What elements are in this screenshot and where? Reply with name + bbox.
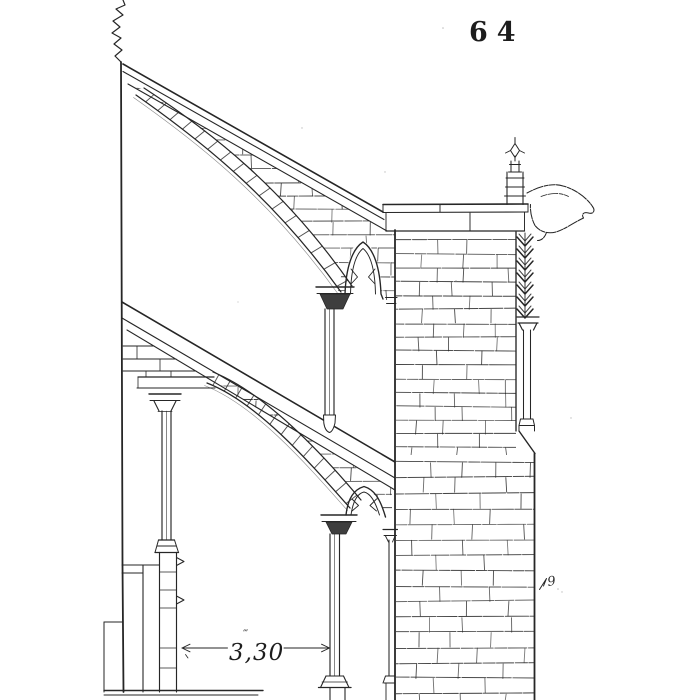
engraved-line	[396, 600, 535, 602]
engraved-line	[351, 468, 352, 481]
engraved-line	[281, 424, 289, 435]
engraved-line	[451, 282, 452, 295]
pedestal-spur-2	[177, 596, 185, 604]
speck	[570, 417, 571, 418]
engraved-line	[334, 495, 335, 508]
edge-colonnette-base	[519, 419, 535, 431]
dimension-primes: ‴	[243, 629, 250, 640]
engraved-line	[325, 470, 335, 480]
engraved-line	[411, 448, 412, 455]
engraved-line	[396, 570, 535, 571]
engraved-line	[396, 616, 535, 617]
engraved-line	[396, 524, 535, 525]
engraved-line	[436, 351, 437, 364]
engraved-line	[158, 197, 159, 210]
engraved-line	[396, 308, 516, 309]
engraved-line	[423, 478, 424, 493]
dimension-tick	[186, 655, 189, 659]
engraved-line	[232, 89, 233, 102]
engraved-line	[416, 421, 417, 434]
engraved-line	[292, 435, 301, 446]
lower-cusped-arch	[346, 487, 398, 543]
engraved-line	[396, 677, 535, 678]
engraved-line	[214, 508, 396, 509]
engraved-line	[214, 441, 396, 442]
engraved-line	[396, 648, 535, 649]
lower-colonnette-plinth	[330, 688, 345, 700]
engraved-line	[374, 415, 375, 428]
upper-cusped-arch	[345, 242, 397, 304]
coping-mid	[383, 212, 528, 213]
engraved-line	[229, 290, 230, 301]
engraved-line	[388, 102, 389, 115]
speck	[237, 301, 238, 302]
engraved-path	[213, 372, 361, 500]
engraved-line	[303, 446, 312, 456]
engraved-line	[437, 648, 438, 663]
engraved-line	[368, 277, 369, 290]
engraved-path	[136, 95, 341, 292]
engraved-line	[161, 249, 162, 262]
engraved-line	[235, 277, 236, 290]
upper-flying-buttress	[123, 64, 387, 295]
engraved-line	[491, 633, 492, 648]
engraved-line	[124, 276, 396, 277]
gargoyle-head	[583, 207, 594, 219]
edge-capital	[517, 317, 539, 330]
engraved-line	[311, 387, 312, 400]
engraved-line	[314, 236, 315, 249]
engraved-line	[158, 103, 167, 111]
engraved-line	[462, 463, 463, 478]
pinnacle-neck	[509, 161, 522, 172]
engraved-line	[506, 448, 507, 455]
engraved-line	[416, 664, 417, 679]
engraved-line	[490, 509, 491, 524]
engraved-line	[281, 482, 282, 495]
engraved-line	[433, 380, 434, 393]
engraved-line	[351, 375, 352, 388]
engraved-line	[226, 102, 227, 115]
engraved-line	[463, 324, 464, 337]
finial-head	[511, 144, 520, 158]
gargoyle-neck	[530, 205, 535, 226]
edge-crockets	[517, 233, 533, 318]
engraver-mark	[540, 574, 563, 593]
engraved-line	[283, 249, 284, 262]
upper-coping-underside	[128, 84, 387, 231]
engraver-mark-dot-2	[561, 591, 562, 592]
engraved-line	[305, 263, 306, 276]
lower-flying-buttress	[122, 302, 395, 511]
engraved-line	[220, 152, 230, 160]
gable-crockets	[112, 0, 125, 62]
engraved-line	[489, 587, 490, 602]
engraved-line	[256, 455, 257, 468]
wall-outer-edge	[121, 62, 124, 692]
lower-coping-line-1	[122, 302, 395, 462]
gargoyle-leg	[538, 233, 547, 241]
engraved-line	[311, 246, 322, 253]
engraved-line	[297, 141, 298, 154]
engraved-line	[472, 525, 473, 540]
buttress-pier-lower-masonry	[396, 461, 535, 699]
engraved-path	[144, 88, 352, 286]
dimension-value: 3,30	[229, 640, 285, 666]
lower-arch-inner	[351, 492, 380, 515]
engraved-line	[314, 458, 324, 468]
engraved-line	[339, 429, 340, 442]
speck	[384, 171, 385, 172]
engraved-line	[436, 494, 437, 509]
speck	[442, 27, 444, 29]
engraved-line	[506, 478, 507, 493]
engraved-line	[208, 141, 218, 149]
lower-coping-underside	[127, 330, 395, 490]
gargoyle-detail	[541, 194, 569, 197]
engraved-line	[436, 555, 437, 570]
engraved-line	[497, 338, 498, 351]
engraved-line	[171, 236, 172, 249]
engraved-line	[396, 476, 535, 477]
speck	[455, 280, 457, 282]
engraved-line	[396, 461, 535, 462]
engraved-line	[396, 406, 516, 408]
engraved-line	[396, 587, 535, 588]
engraved-line	[196, 89, 197, 102]
engraved-line	[272, 201, 283, 209]
column-capital-bell	[154, 401, 176, 411]
engraved-line	[366, 236, 367, 249]
lower-arch-impost-bell	[386, 536, 396, 542]
engraved-line	[249, 429, 250, 442]
upper-colonnette	[316, 287, 354, 433]
engraved-line	[214, 481, 396, 482]
engraver-mark-glyph: 9	[546, 573, 557, 590]
engraved-line	[225, 210, 226, 223]
engraved-line	[508, 601, 509, 616]
nave-wall	[104, 0, 263, 695]
engraved-line	[259, 188, 270, 196]
engraved-line	[232, 468, 233, 481]
engraved-line	[396, 447, 516, 448]
speck	[301, 127, 302, 128]
engraved-line	[205, 263, 206, 276]
engraved-line	[346, 155, 347, 168]
engraved-line	[216, 183, 217, 196]
engraved-line	[431, 463, 432, 478]
engraved-line	[257, 290, 258, 301]
engraved-line	[124, 128, 396, 129]
gargoyle-jaw	[535, 218, 584, 233]
engraved-line	[180, 290, 181, 301]
engraved-line	[320, 115, 321, 128]
engraved-line	[214, 415, 396, 416]
lower-arch-outer	[346, 487, 386, 518]
pier-water-table	[519, 431, 535, 454]
engraved-line	[190, 222, 191, 235]
engraved-path	[205, 386, 348, 511]
engraved-line	[443, 421, 444, 434]
engraved-line	[280, 183, 281, 196]
engraved-line	[484, 555, 485, 570]
edge-colonnette	[517, 317, 539, 431]
engraved-line	[396, 693, 535, 694]
engraved-line	[124, 208, 396, 209]
engraved-line	[145, 183, 146, 196]
edge-colonnette-shafts	[524, 330, 531, 419]
engraved-line	[140, 263, 141, 276]
engraved-line	[505, 694, 506, 700]
pier-demi-shaft	[383, 540, 395, 700]
engraved-line	[277, 129, 278, 142]
engraved-line	[463, 255, 464, 268]
engraved-line	[246, 175, 257, 183]
engraved-line	[396, 350, 516, 351]
lower-voussoir-band	[205, 372, 362, 511]
engraved-line	[231, 495, 232, 508]
pedestal-spur-1	[177, 558, 185, 566]
engraved-line	[380, 387, 381, 400]
engraved-line	[283, 115, 284, 128]
engraved-line	[233, 163, 244, 171]
lower-left-column	[149, 394, 184, 692]
engraved-line	[378, 249, 379, 262]
paper-speckles	[237, 27, 571, 418]
upper-voussoir-band	[134, 88, 353, 295]
engraved-line	[124, 182, 396, 183]
engraved-line	[124, 290, 396, 291]
engraved-line	[454, 509, 455, 524]
coping-ends	[383, 204, 528, 231]
gargoyle	[527, 185, 594, 241]
engraved-line	[396, 555, 535, 556]
engraved-line	[183, 183, 184, 196]
engraved-line	[469, 296, 470, 309]
engraved-line	[479, 380, 480, 393]
engraved-line	[294, 197, 295, 210]
engraved-line	[422, 571, 423, 586]
engraved-line	[250, 482, 251, 495]
engraved-line	[458, 664, 459, 679]
demi-shaft-plinth	[384, 683, 395, 700]
demi-shaft-base	[383, 676, 395, 683]
engraved-line	[433, 678, 434, 693]
buttress-pier	[383, 204, 535, 700]
engraved-line	[457, 448, 458, 455]
engraved-line	[524, 648, 525, 663]
engraved-line	[214, 373, 396, 374]
engraver-mark-dot-1	[557, 588, 559, 590]
engraved-line	[422, 309, 423, 322]
pedestal-joints	[160, 572, 177, 668]
pinnacle	[505, 138, 526, 205]
engraved-line	[285, 216, 296, 223]
buttress-pier-upper-masonry	[396, 240, 516, 455]
engraved-line	[370, 89, 371, 102]
gargoyle-back	[527, 185, 593, 207]
engraved-line	[418, 338, 419, 351]
engraved-line	[195, 131, 205, 139]
lower-colonnette	[319, 515, 358, 700]
engraved-line	[462, 618, 463, 633]
upper-colonnette-capital	[320, 294, 350, 309]
engraved-line	[294, 509, 295, 522]
engraved-line	[373, 210, 374, 223]
engraved-line	[396, 493, 535, 494]
engraved-line	[477, 648, 478, 663]
engraved-line	[508, 269, 509, 282]
engraved-line	[275, 442, 276, 455]
engraved-line	[233, 442, 234, 455]
coping-top	[383, 204, 528, 205]
lower-colonnette-capital	[326, 522, 352, 534]
engraved-line	[335, 401, 336, 414]
pinnacle-moldings	[505, 178, 526, 196]
pinnacle-shaft	[507, 172, 523, 205]
engraved-line	[344, 387, 345, 400]
dimension-annotation	[182, 629, 330, 666]
finial-hooks	[506, 151, 525, 154]
engraved-line	[342, 197, 343, 210]
engraved-line	[308, 442, 309, 455]
engraved-line	[274, 387, 275, 400]
engraved-line	[463, 269, 464, 282]
engraved-line	[386, 290, 387, 301]
engraved-line	[214, 399, 396, 400]
engraved-line	[507, 540, 508, 555]
engraved-line	[183, 121, 192, 129]
upper-coping-line-2	[123, 72, 384, 220]
upper-colonnette-base	[324, 415, 336, 433]
engraved-line	[396, 337, 516, 338]
engraved-line	[420, 601, 421, 616]
engraved-line	[396, 392, 516, 393]
engraved-line	[298, 230, 309, 237]
engraved-line	[455, 309, 456, 322]
engraved-line	[312, 183, 313, 196]
engraved-line	[421, 255, 422, 268]
engraved-line	[462, 540, 463, 555]
engraved-line	[124, 221, 396, 222]
engraved-line	[396, 254, 516, 255]
engraved-line	[324, 263, 335, 269]
engraved-line	[124, 168, 396, 169]
engraved-line	[170, 112, 179, 120]
engraved-line	[524, 525, 525, 540]
engraved-line	[244, 115, 245, 128]
engraved-line	[323, 277, 324, 290]
plate-number: 64	[469, 17, 525, 48]
engraved-line	[336, 483, 347, 492]
engraver-mark-flourish	[540, 579, 547, 590]
